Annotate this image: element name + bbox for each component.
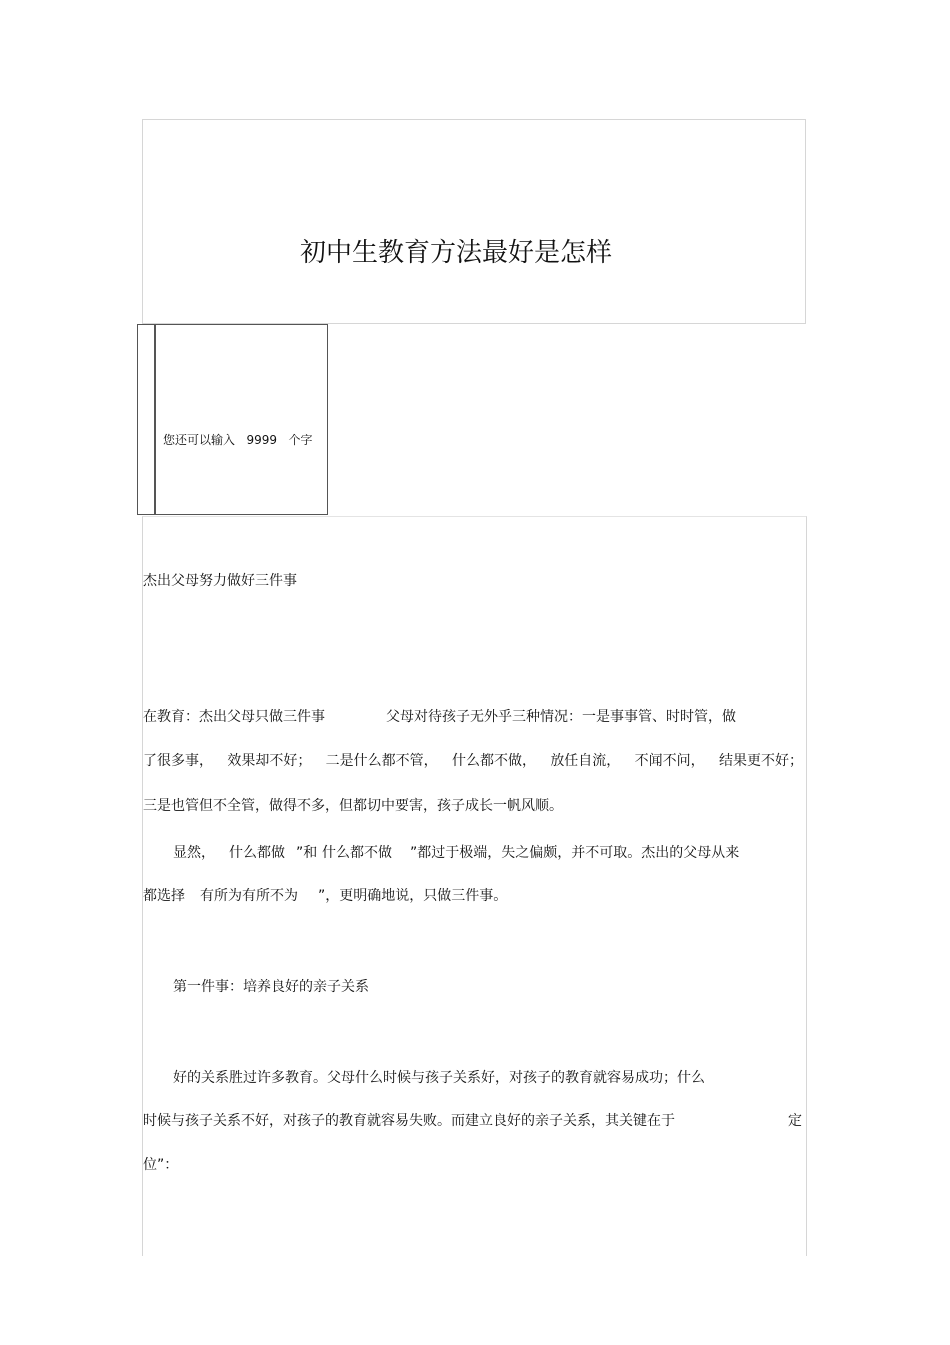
intro-line-1a: 在教育：杰出父母只做三件事 [143, 709, 325, 725]
char-counter-side-bar [137, 324, 156, 515]
char-counter-box [137, 324, 328, 515]
para2-line-1d: 什么都不做 [322, 845, 392, 861]
para2-line-2c: ”，更明确地说，只做三件事。 [318, 888, 508, 904]
title-box [142, 119, 806, 324]
char-counter-text [163, 431, 312, 449]
intro-line-2-part: 了很多事， [143, 753, 213, 769]
para2-line-1c: ”和 [296, 845, 318, 861]
para2-line-2b: 有所为有所不为 [200, 888, 298, 904]
char-counter-suffix: 个字 [288, 433, 313, 447]
char-counter-prefix: 您还可以输入 [163, 433, 236, 447]
para3-line-3: 位”： [143, 1157, 179, 1173]
para2-line-1e: ”都过于极端，失之偏颇，并不可取。杰出的父母从来 [410, 845, 740, 861]
intro-line-2 [143, 751, 803, 771]
intro-line-2-part: 放任自流， [550, 753, 621, 769]
para3-line-2a: 时候与孩子关系不好，对孩子的教育就容易失败。而建立良好的亲子关系，其关键在于 [143, 1113, 675, 1129]
intro-line-3: 三是也管但不全管，做得不多，但都切中要害，孩子成长一帆风顺。 [143, 798, 563, 814]
intro-line-2-part: 什么都不做， [451, 753, 536, 769]
intro-line-1b: 父母对待孩子无外乎三种情况：一是事事管、时时管，做 [386, 709, 736, 725]
page-title: 初中生教育方法最好是怎样 [300, 238, 613, 268]
intro-line-2-part: 结果更不好； [718, 753, 803, 769]
intro-line-2-part: 二是什么都不管， [325, 753, 438, 769]
section-heading-1: 第一件事：培养良好的亲子关系 [173, 979, 369, 995]
para2-line-2a: 都选择 [143, 888, 185, 904]
para2-line-1a: 显然， [173, 845, 215, 861]
intro-line-2-part: 效果却不好； [227, 753, 312, 769]
para2-line-1b: 什么都做 [229, 845, 285, 861]
intro-line-2-part: 不闻不问， [634, 753, 705, 769]
para3-line-1: 好的关系胜过许多教育。父母什么时候与孩子关系好，对孩子的教育就容易成功；什么 [173, 1070, 705, 1086]
article-heading: 杰出父母努力做好三件事 [143, 573, 297, 589]
char-counter-count: 9999 [246, 433, 278, 447]
para3-line-2b: 定 [788, 1113, 802, 1129]
